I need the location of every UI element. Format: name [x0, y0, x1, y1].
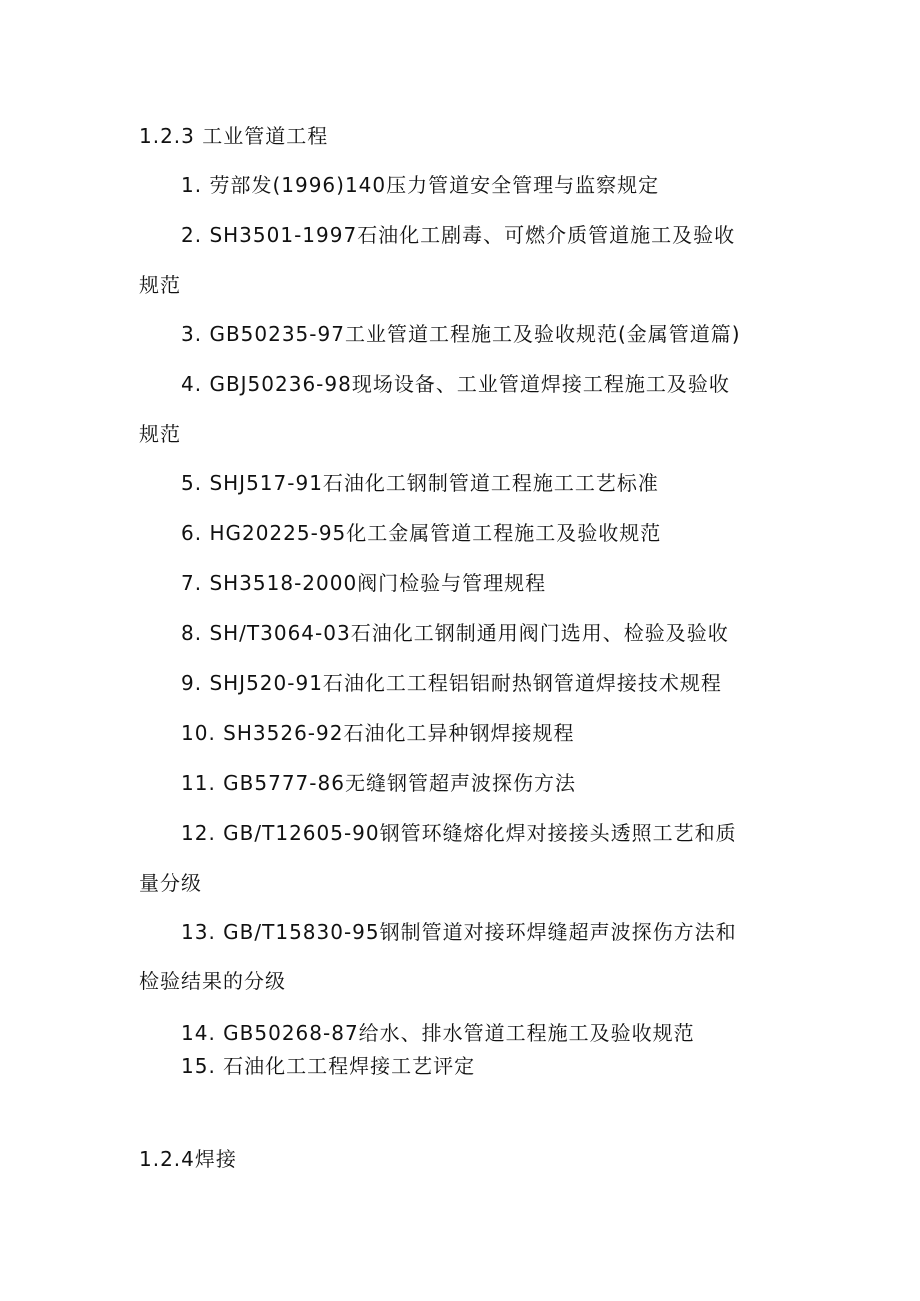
list-item: 8. SH/T3064-03石油化工钢制通用阀门选用、检验及验收 — [181, 621, 729, 645]
list-item-continuation: 规范 — [139, 273, 181, 297]
list-item: 6. HG20225-95化工金属管道工程施工及验收规范 — [181, 521, 662, 545]
next-section-heading: 1.2.4焊接 — [139, 1147, 237, 1171]
list-item: 14. GB50268-87给水、排水管道工程施工及验收规范 — [181, 1021, 695, 1045]
list-item: 9. SHJ520-91石油化工工程铝铝耐热钢管道焊接技术规程 — [181, 671, 722, 695]
list-item: 15. 石油化工工程焊接工艺评定 — [181, 1054, 476, 1078]
list-item: 2. SH3501-1997石油化工剧毒、可燃介质管道施工及验收 — [181, 223, 736, 247]
list-item: 11. GB5777-86无缝钢管超声波探伤方法 — [181, 771, 576, 795]
list-item: 10. SH3526-92石油化工异种钢焊接规程 — [181, 721, 575, 745]
list-item: 3. GB50235-97工业管道工程施工及验收规范(金属管道篇) — [181, 322, 741, 346]
list-item-continuation: 检验结果的分级 — [139, 969, 286, 993]
list-item: 5. SHJ517-91石油化工钢制管道工程施工工艺标准 — [181, 471, 659, 495]
list-item: 7. SH3518-2000阀门检验与管理规程 — [181, 571, 547, 595]
list-item-continuation: 规范 — [139, 422, 181, 446]
list-item: 1. 劳部发(1996)140压力管道安全管理与监察规定 — [181, 173, 660, 197]
list-item-continuation: 量分级 — [139, 871, 202, 895]
list-item: 4. GBJ50236-98现场设备、工业管道焊接工程施工及验收 — [181, 372, 730, 396]
list-item: 12. GB/T12605-90钢管环缝熔化焊对接接头透照工艺和质 — [181, 821, 737, 845]
list-item: 13. GB/T15830-95钢制管道对接环焊缝超声波探伤方法和 — [181, 920, 737, 944]
section-heading: 1.2.3 工业管道工程 — [139, 124, 329, 148]
